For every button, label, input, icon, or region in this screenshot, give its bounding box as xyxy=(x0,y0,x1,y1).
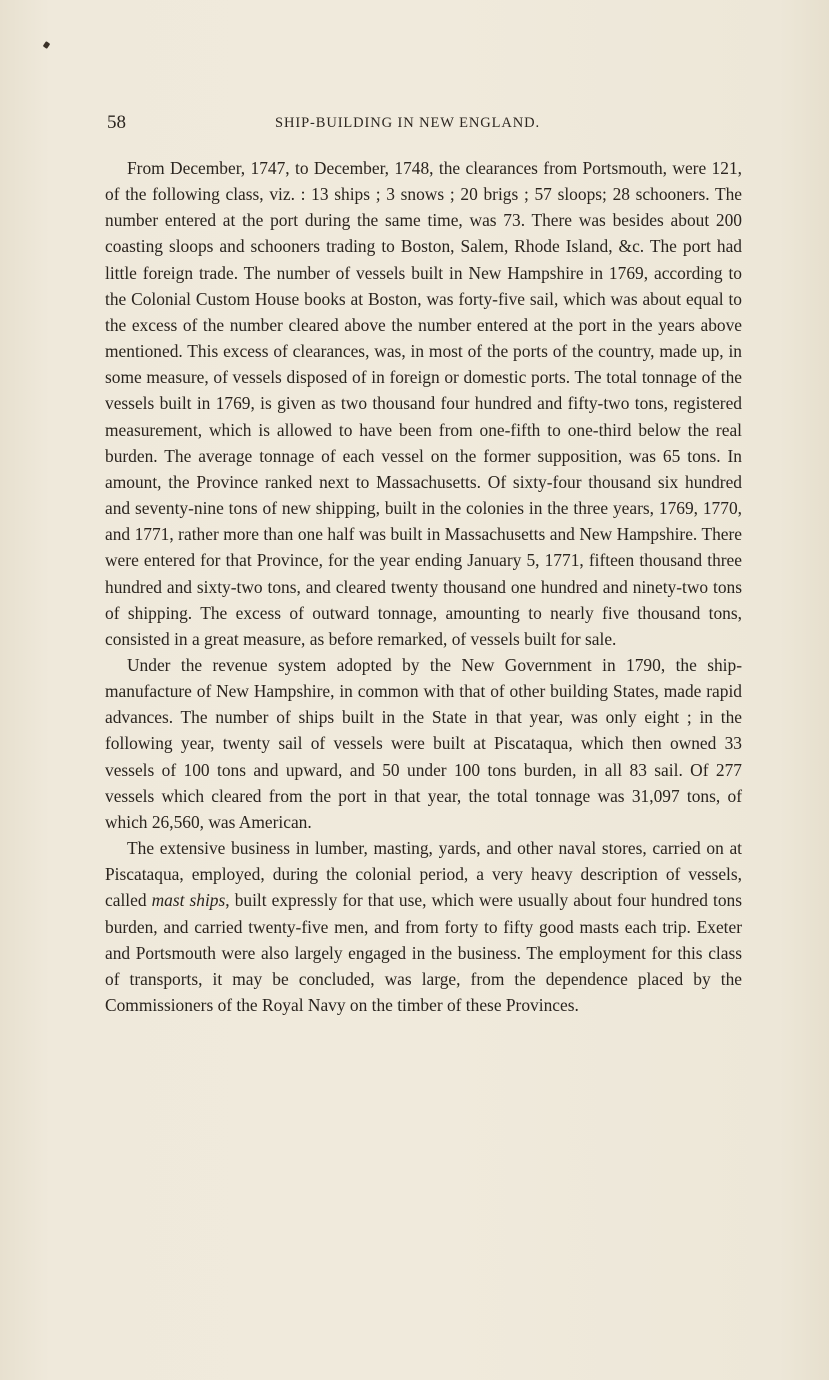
running-head: SHIP-BUILDING IN NEW ENGLAND. xyxy=(275,115,541,131)
paragraph-revenue-system: Under the revenue system adopted by the New Government in 1790, the ship-manufacture of New Hampshire, in common with that of other building States, made rapid advances. The number of ships built in the State in that year, was only eight ; in the following year, twenty sail of vessels were built at Piscataqua, which then owned 33 vessels of 100 tons and upward, and 50 under 100 tons burden, in all 83 sail. Of 277 vessels which cleared from the port in that year, the total tonnage was 31,097 tons, of which 26,560, was American. xyxy=(105,654,742,832)
page-number: 58 xyxy=(107,112,126,133)
paragraph-mast-ships xyxy=(105,835,742,1018)
body-text xyxy=(105,155,742,1018)
paragraph-text-end: , built expressly for that use, which were usually about four hundred tons burden, and carried twenty-five men, and from forty to fifty good masts each trip. Exeter and Portsmouth were also largely engaged in the business. The employment for this class of transports, it may be concluded, was large, from the dependence placed by the Commissioners of the Royal Navy on the timber of these Provinces. xyxy=(105,890,742,1015)
paragraph-clearances: From December, 1747, to December, 1748, the clearances from Portsmouth, were 121, of the following class, viz. : 13 ships ; 3 snows ; 20 brigs ; 57 sloops; 28 schooners. The number entered at the port during the same time, was 73. There was besides about 200 coasting sloops and schooners trading to Boston, Salem, Rhode Island, &c. The port had little foreign trade. The number of vessels built in New Hampshire in 1769, according to the Colonial Custom House books at Boston, was forty-five sail, which was about equal to the excess of the number cleared above the number entered at the port in the years above mentioned. This excess of clearances, was, in most of the ports of the country, made up, in some measure, of vessels disposed of in foreign or domestic ports. The total tonnage of the vessels built in 1769, is given as two thousand four hundred and fifty-two tons, registered measurement, which is allowed to have been from one-fifth to one-third below the real burden. The average tonnage of each vessel on the former supposition, was 65 tons. In amount, the Province ranked next to Massachusetts. Of sixty-four thousand six hundred and seventy-nine tons of new shipping, built in the colonies in the three years, 1769, 1770, and 1771, rather more than one half was built in Massachusetts and New Hampshire. There were entered for that Province, for the year ending January 5, 1771, fifteen thousand three hundred and sixty-two tons, and cleared twenty thousand one hundred and ninety-two tons of shipping. The excess of outward tonnage, amounting to nearly five thousand tons, consisted in a great measure, as before remarked, of vessels built for sale. xyxy=(105,158,742,649)
page-header xyxy=(107,112,747,136)
paragraph-text-start: The extensive business in lumber, masting, yards, and other naval stores, carried on at Piscataqua, employed, during the colonial period, a very heavy description of vessels, called xyxy=(105,838,742,911)
italic-term: mast ships xyxy=(151,890,226,911)
ink-speck xyxy=(43,41,51,49)
